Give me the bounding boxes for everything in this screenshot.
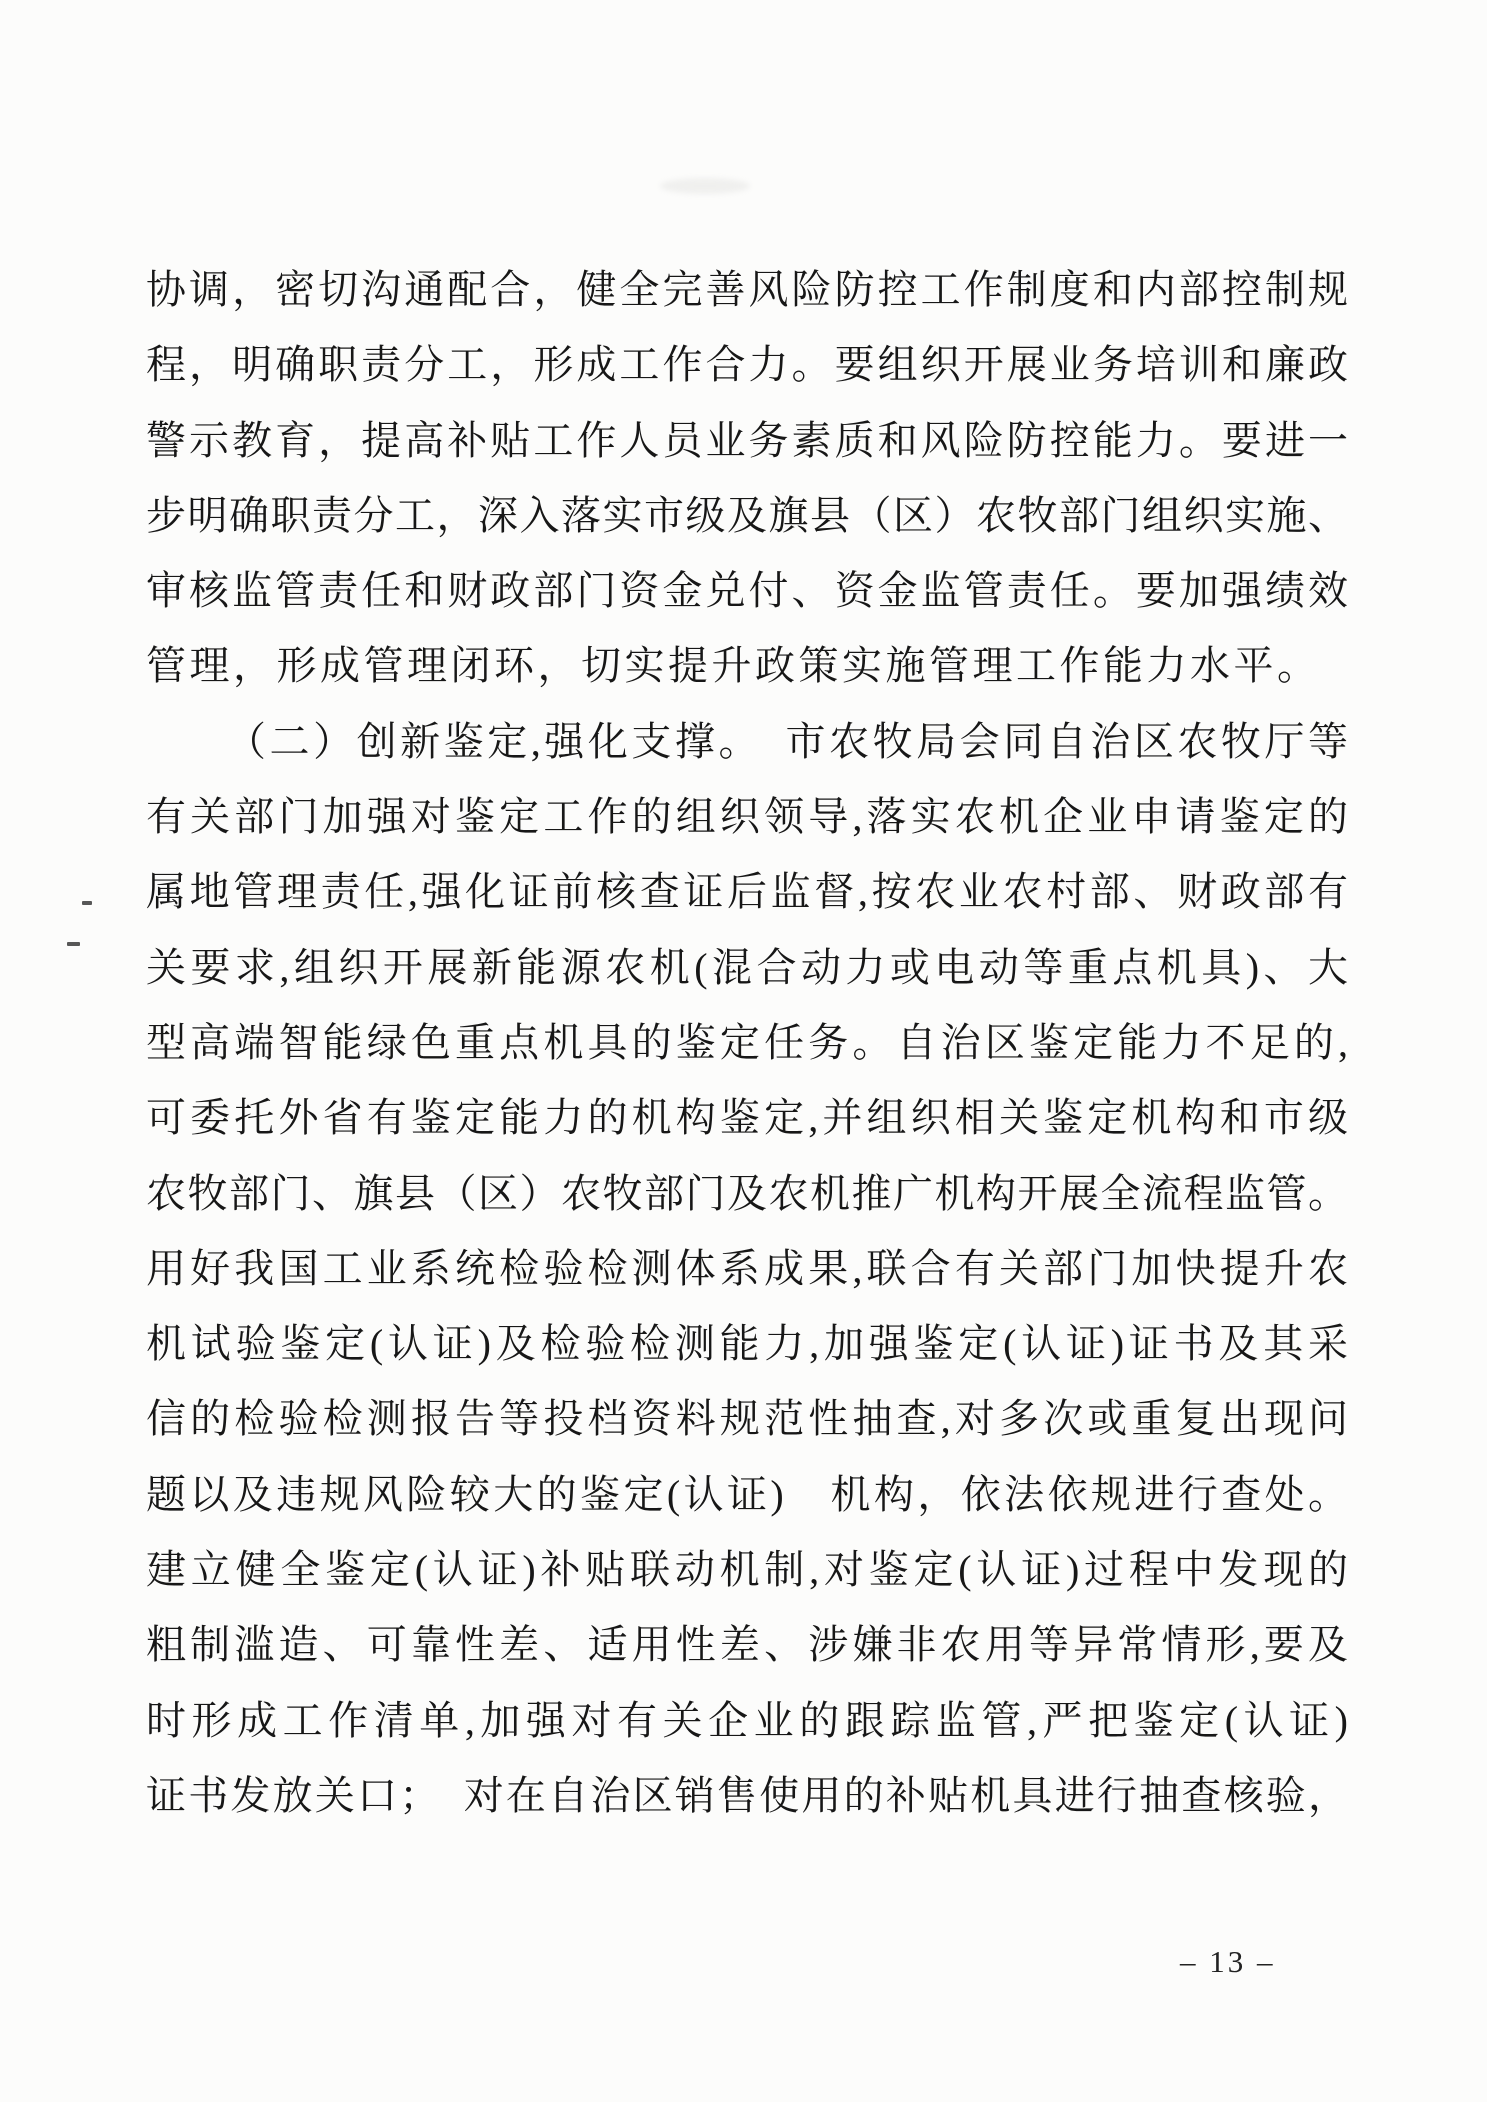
text-line: 关要求,组织开展新能源农机(混合动力或电动等重点机具)、大	[146, 944, 1348, 990]
document-text-block	[146, 252, 1348, 1833]
text-line: 步明确职责分工，深入落实市级及旗县（区）农牧部门组织实施、	[146, 492, 1348, 538]
text-line: 程，明确职责分工，形成工作合力。要组织开展业务培训和廉政	[146, 342, 1348, 388]
text-line: 协调，密切沟通配合，健全完善风险防控工作制度和内部控制规	[146, 267, 1348, 312]
text-line: 管理，形成管理闭环，切实提升政策实施管理工作能力水平。	[146, 643, 1321, 689]
text-line: 属地管理责任,强化证前核查证后监督,按农业农村部、财政部有	[146, 869, 1348, 915]
text-line: 题以及违规风险较大的鉴定(认证) 机构，依法依规进行查处。	[146, 1471, 1348, 1517]
text-line: 机试验鉴定(认证)及检验检测能力,加强鉴定(认证)证书及其采	[146, 1321, 1348, 1367]
text-line: 农牧部门、旗县（区）农牧部门及农机推广机构开展全流程监管。	[146, 1170, 1348, 1216]
text-line: 粗制滥造、可靠性差、适用性差、涉嫌非农用等异常情形,要及	[146, 1622, 1348, 1668]
text-line: 型高端智能绿色重点机具的鉴定任务。自治区鉴定能力不足的,	[146, 1019, 1348, 1065]
scan-artifact-speck	[67, 942, 80, 946]
text-line: 建立健全鉴定(认证)补贴联动机制,对鉴定(认证)过程中发现的	[146, 1547, 1348, 1593]
text-line: 可委托外省有鉴定能力的机构鉴定,并组织相关鉴定机构和市级	[146, 1095, 1348, 1141]
text-line: 信的检验检测报告等投档资料规范性抽查,对多次或重复出现问	[146, 1396, 1348, 1442]
page-number: – 13 –	[1180, 1944, 1276, 1979]
section-heading-line: （二）创新鉴定,强化支撑。 市农牧局会同自治区农牧厅等	[226, 718, 1348, 764]
text-line: 用好我国工业系统检验检测体系成果,联合有关部门加快提升农	[146, 1245, 1348, 1291]
text-line: 警示教育，提高补贴工作人员业务素质和风险防控能力。要进一	[146, 417, 1348, 463]
text-line: 证书发放关口； 对在自治区销售使用的补贴机具进行抽查核验，	[146, 1772, 1348, 1818]
text-line: 有关部门加强对鉴定工作的组织领导,落实农机企业申请鉴定的	[146, 794, 1348, 840]
scan-artifact-smudge	[660, 178, 750, 194]
text-line: 时形成工作清单,加强对有关企业的跟踪监管,严把鉴定(认证)	[146, 1697, 1348, 1743]
text-line: 审核监管责任和财政部门资金兑付、资金监管责任。要加强绩效	[146, 568, 1348, 614]
scan-artifact-speck	[82, 901, 92, 905]
